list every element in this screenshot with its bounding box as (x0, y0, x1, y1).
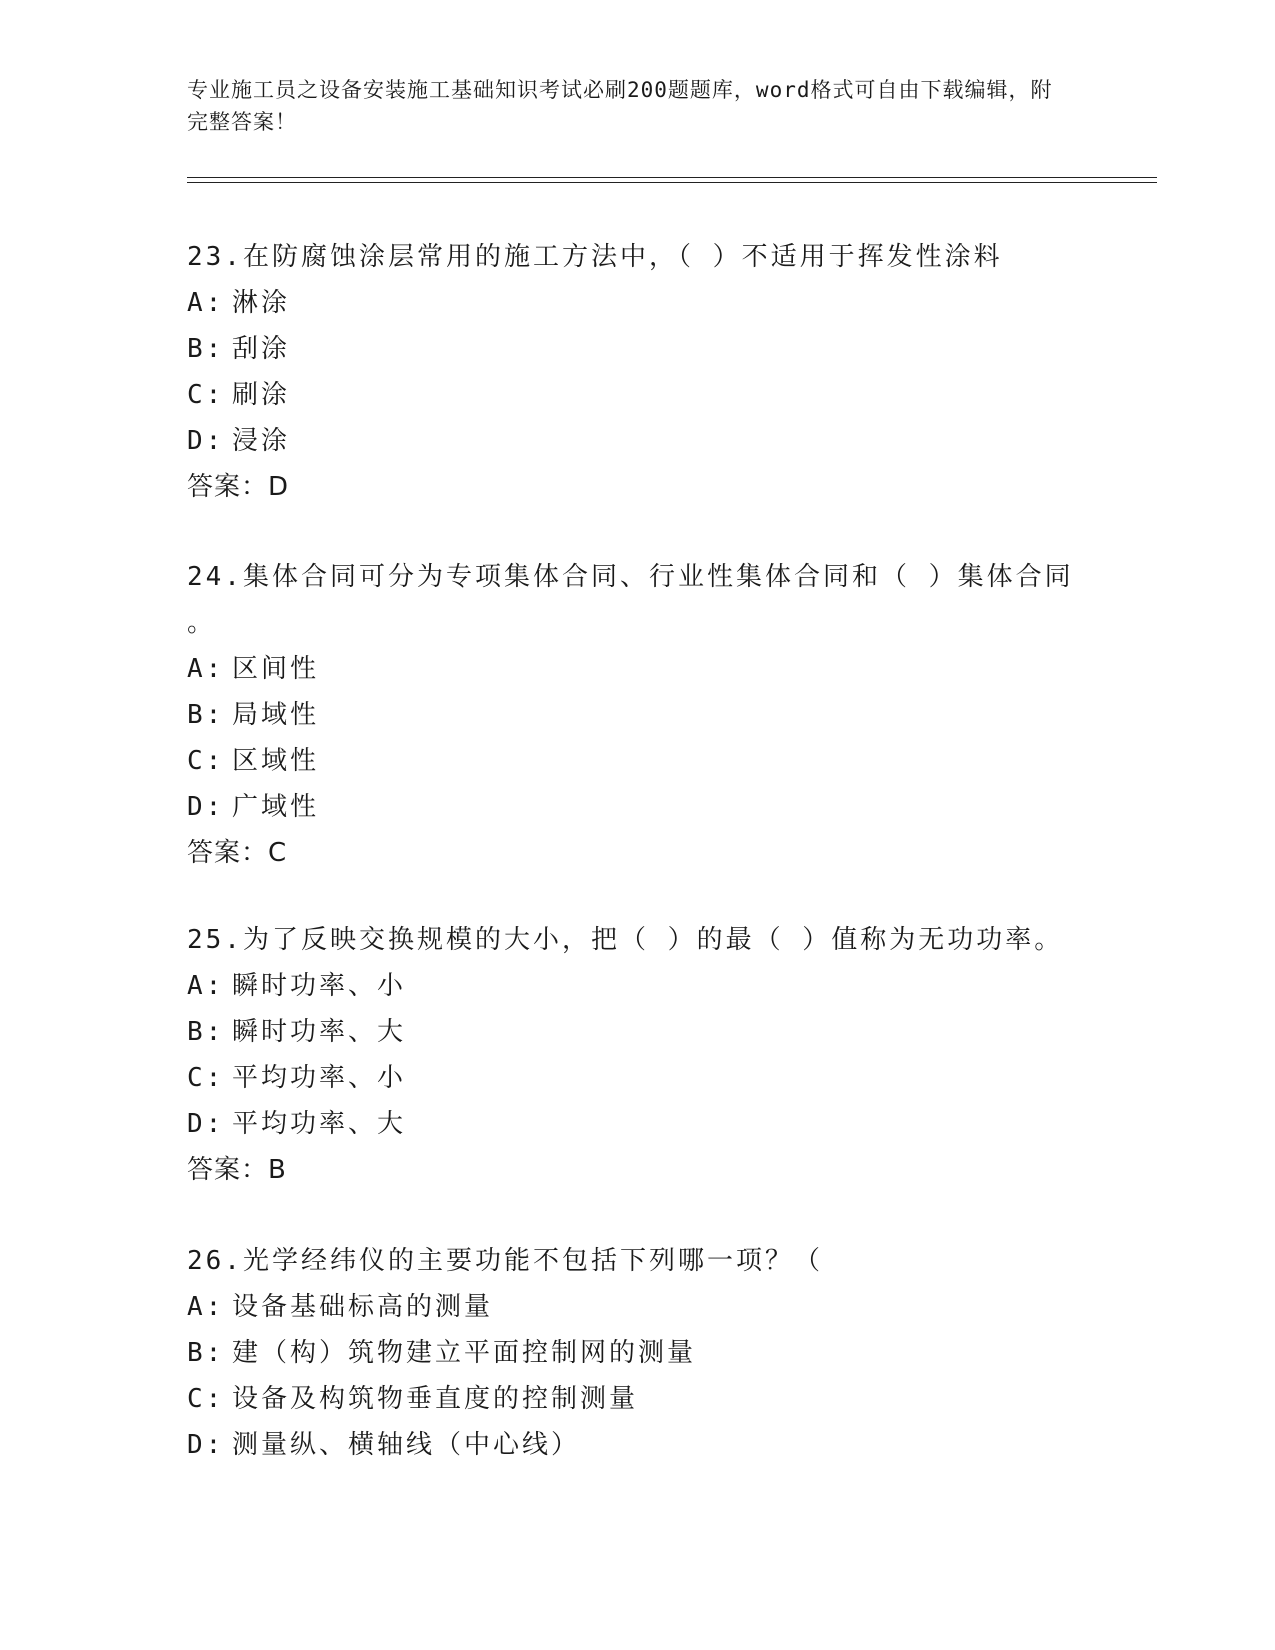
option-b (187, 1336, 1087, 1370)
option-letter: A: (187, 1292, 225, 1322)
question-text-continuation: 。 (187, 608, 214, 638)
question-25 (187, 923, 1087, 1187)
answer-line: 答案：C (187, 838, 288, 868)
option-text: 设备及构筑物垂直度的控制测量 (232, 1384, 639, 1414)
option-c (187, 378, 1087, 412)
option-a (187, 286, 1087, 320)
question-text: 24.集体合同可分为专项集体合同、行业性集体合同和（ ）集体合同 (187, 562, 1074, 592)
option-text: 刷涂 (232, 380, 291, 410)
option-letter: B: (187, 1338, 225, 1368)
option-d (187, 1107, 1087, 1141)
document-header: 专业施工员之设备安装施工基础知识考试必刷200题题库，word格式可自由下载编辑，附完整答案！ (187, 78, 1053, 134)
option-c (187, 1382, 1087, 1416)
option-a (187, 969, 1087, 1003)
header-divider-bottom (187, 182, 1157, 183)
question-23 (187, 240, 1087, 504)
question-text: 25.为了反映交换规模的大小，把（ ）的最（ ）值称为无功功率。 (187, 925, 1064, 955)
option-letter: D: (187, 1109, 225, 1139)
question-text: 26.光学经纬仪的主要功能不包括下列哪一项？（ (187, 1246, 823, 1276)
option-a (187, 1290, 1087, 1324)
option-d (187, 1428, 1087, 1462)
option-text: 刮涂 (232, 334, 291, 364)
option-b (187, 1015, 1087, 1049)
question-24 (187, 560, 1087, 870)
option-c (187, 744, 1087, 778)
option-text: 平均功率、小 (232, 1063, 407, 1093)
option-text: 平均功率、大 (232, 1109, 407, 1139)
option-d (187, 424, 1087, 458)
option-text: 区域性 (232, 746, 320, 776)
header-divider-top (187, 177, 1157, 178)
option-letter: C: (187, 1384, 225, 1414)
option-letter: B: (187, 1017, 225, 1047)
option-text: 区间性 (232, 654, 320, 684)
option-b (187, 332, 1087, 366)
question-text: 23.在防腐蚀涂层常用的施工方法中，（ ）不适用于挥发性涂料 (187, 242, 1003, 272)
option-letter: A: (187, 288, 225, 318)
option-text: 浸涂 (232, 426, 291, 456)
answer-line: 答案：D (187, 472, 290, 502)
option-letter: D: (187, 426, 225, 456)
option-text: 局域性 (232, 700, 320, 730)
option-letter: D: (187, 1430, 225, 1460)
option-a (187, 652, 1087, 686)
option-letter: D: (187, 792, 225, 822)
option-c (187, 1061, 1087, 1095)
option-letter: B: (187, 334, 225, 364)
option-d (187, 790, 1087, 824)
option-text: 广域性 (232, 792, 320, 822)
option-letter: C: (187, 1063, 225, 1093)
option-letter: A: (187, 654, 225, 684)
option-b (187, 698, 1087, 732)
option-text: 建（构）筑物建立平面控制网的测量 (232, 1338, 697, 1368)
option-letter: C: (187, 380, 225, 410)
option-letter: C: (187, 746, 225, 776)
option-text: 瞬时功率、小 (232, 971, 407, 1001)
option-text: 淋涂 (232, 288, 291, 318)
answer-line: 答案：B (187, 1155, 287, 1185)
option-text: 瞬时功率、大 (232, 1017, 407, 1047)
option-letter: A: (187, 971, 225, 1001)
option-text: 测量纵、横轴线（中心线） (232, 1430, 581, 1460)
option-letter: B: (187, 700, 225, 730)
option-text: 设备基础标高的测量 (232, 1292, 494, 1322)
question-26 (187, 1244, 1087, 1462)
